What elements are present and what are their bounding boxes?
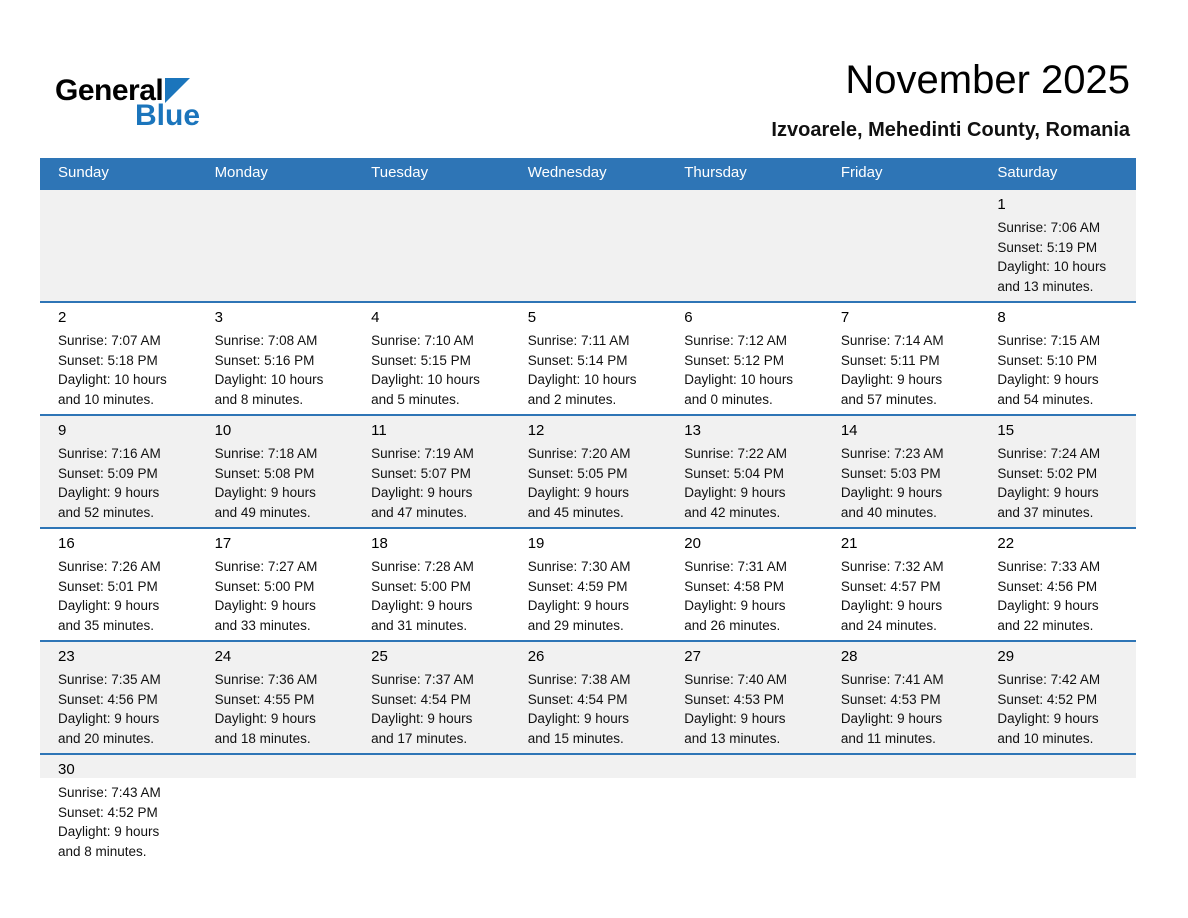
sunset-text: Sunset: 4:53 PM	[684, 691, 785, 707]
daylight-hours-text: Daylight: 9 hours	[214, 711, 316, 726]
daylight-minutes-text: and 18 minutes.	[214, 730, 311, 746]
day-cell	[353, 415, 510, 528]
daylight-hours-text: Daylight: 9 hours	[58, 824, 160, 839]
daylight-hours-text: Daylight: 9 hours	[58, 711, 160, 726]
logo-word-general: General	[55, 74, 164, 107]
day-number: 30	[58, 761, 75, 778]
sunrise-text: Sunrise: 7:28 AM	[371, 559, 474, 574]
sunset-text: Sunset: 5:19 PM	[997, 239, 1098, 255]
weekday-header-wednesday: Wednesday	[510, 158, 667, 189]
daylight-hours-text: Daylight: 9 hours	[997, 372, 1099, 387]
sunset-text: Sunset: 5:10 PM	[997, 352, 1098, 368]
day-cell	[666, 415, 823, 528]
day-cell	[197, 415, 354, 528]
day-number: 20	[684, 535, 701, 552]
daylight-minutes-text: and 57 minutes.	[840, 391, 937, 407]
empty-day-cell	[40, 189, 197, 302]
daylight-hours-text: Daylight: 10 hours	[214, 372, 324, 387]
sunset-text: Sunset: 4:54 PM	[527, 691, 628, 707]
daylight-minutes-text: and 10 minutes.	[58, 391, 155, 407]
sunrise-text: Sunrise: 7:18 AM	[214, 446, 318, 461]
week-row	[40, 189, 1136, 302]
weekday-header-thursday: Thursday	[666, 158, 823, 189]
sunset-text: Sunset: 5:00 PM	[214, 578, 315, 594]
sunrise-text: Sunrise: 7:11 AM	[527, 333, 630, 348]
sunrise-text: Sunrise: 7:10 AM	[371, 333, 474, 348]
daylight-minutes-text: and 47 minutes.	[371, 504, 468, 520]
daylight-minutes-text: and 35 minutes.	[58, 617, 155, 633]
daylight-hours-text: Daylight: 9 hours	[684, 598, 786, 613]
empty-day-cell	[823, 754, 980, 866]
weekday-header-friday: Friday	[823, 158, 980, 189]
daylight-minutes-text: and 0 minutes.	[684, 391, 773, 407]
sunrise-text: Sunrise: 7:40 AM	[684, 672, 788, 687]
daylight-hours-text: Daylight: 10 hours	[997, 259, 1107, 274]
daylight-hours-text: Daylight: 9 hours	[527, 598, 629, 613]
day-cell	[510, 415, 667, 528]
daylight-hours-text: Daylight: 9 hours	[840, 711, 943, 726]
sunset-text: Sunset: 5:09 PM	[58, 465, 158, 481]
day-cell	[823, 302, 980, 415]
sunset-text: Sunset: 5:12 PM	[684, 352, 785, 368]
daylight-minutes-text: and 42 minutes.	[684, 504, 781, 520]
day-cell	[979, 641, 1136, 754]
day-cell	[979, 302, 1136, 415]
day-number: 27	[684, 648, 701, 665]
empty-day-cell	[666, 189, 823, 302]
day-number: 15	[997, 422, 1015, 439]
sunrise-text: Sunrise: 7:36 AM	[214, 672, 318, 687]
day-number: 1	[997, 196, 1006, 213]
sunset-text: Sunset: 4:52 PM	[58, 804, 158, 820]
general-blue-logo	[55, 76, 200, 131]
sunset-text: Sunset: 4:58 PM	[684, 578, 785, 594]
sunset-text: Sunset: 4:55 PM	[214, 691, 315, 707]
day-number: 16	[58, 535, 75, 552]
weekday-header-tuesday: Tuesday	[353, 158, 510, 189]
daylight-hours-text: Daylight: 9 hours	[997, 485, 1099, 500]
daylight-hours-text: Daylight: 10 hours	[371, 372, 480, 387]
day-cell	[510, 528, 667, 641]
day-number: 14	[840, 422, 858, 439]
daylight-hours-text: Daylight: 9 hours	[214, 598, 316, 613]
week-row	[40, 528, 1136, 641]
sunrise-text: Sunrise: 7:37 AM	[371, 672, 474, 687]
daylight-minutes-text: and 8 minutes.	[58, 843, 147, 859]
empty-day-cell	[666, 754, 823, 866]
sunset-text: Sunset: 5:18 PM	[58, 352, 158, 368]
daylight-hours-text: Daylight: 9 hours	[371, 598, 473, 613]
sunrise-text: Sunrise: 7:19 AM	[371, 446, 474, 461]
day-number: 12	[527, 422, 545, 439]
sunrise-text: Sunrise: 7:35 AM	[58, 672, 161, 687]
day-cell	[40, 302, 197, 415]
day-cell	[40, 415, 197, 528]
daylight-hours-text: Daylight: 9 hours	[527, 485, 629, 500]
logo-word-blue: Blue	[135, 99, 201, 132]
daylight-hours-text: Daylight: 9 hours	[58, 598, 160, 613]
daylight-hours-text: Daylight: 9 hours	[840, 485, 943, 500]
sunset-text: Sunset: 5:05 PM	[527, 465, 628, 481]
daylight-minutes-text: and 13 minutes.	[684, 730, 781, 746]
day-number: 9	[58, 422, 67, 439]
empty-day-cell	[823, 189, 980, 302]
daylight-hours-text: Daylight: 9 hours	[214, 485, 316, 500]
sunset-text: Sunset: 5:03 PM	[840, 465, 941, 481]
daylight-minutes-text: and 54 minutes.	[997, 391, 1094, 407]
day-cell	[197, 641, 354, 754]
sunrise-text: Sunrise: 7:24 AM	[997, 446, 1101, 461]
day-cell	[510, 302, 667, 415]
week-row	[40, 754, 1136, 866]
daylight-minutes-text: and 13 minutes.	[997, 278, 1094, 294]
sunset-text: Sunset: 4:54 PM	[371, 691, 471, 707]
daylight-minutes-text: and 10 minutes.	[997, 730, 1094, 746]
day-number: 28	[840, 648, 858, 665]
day-number: 26	[527, 648, 545, 665]
sunrise-text: Sunrise: 7:15 AM	[997, 333, 1101, 348]
sunset-text: Sunset: 4:53 PM	[840, 691, 941, 707]
sunset-text: Sunset: 5:08 PM	[214, 465, 315, 481]
week-row	[40, 415, 1136, 528]
day-cell	[353, 528, 510, 641]
day-number: 6	[684, 309, 693, 326]
daylight-minutes-text: and 11 minutes.	[840, 730, 936, 746]
daylight-hours-text: Daylight: 9 hours	[997, 711, 1099, 726]
daylight-minutes-text: and 33 minutes.	[214, 617, 311, 633]
weekday-header-saturday: Saturday	[979, 158, 1136, 189]
daylight-hours-text: Daylight: 10 hours	[58, 372, 167, 387]
day-number: 18	[371, 535, 388, 552]
sunset-text: Sunset: 5:01 PM	[58, 578, 158, 594]
daylight-minutes-text: and 29 minutes.	[527, 617, 624, 633]
sunset-text: Sunset: 5:15 PM	[371, 352, 471, 368]
sunset-text: Sunset: 4:52 PM	[997, 691, 1098, 707]
day-cell	[823, 415, 980, 528]
day-number: 24	[214, 648, 232, 665]
calendar-table	[40, 158, 1136, 866]
sunset-text: Sunset: 4:56 PM	[997, 578, 1098, 594]
weekday-header-sunday: Sunday	[40, 158, 197, 189]
sunset-text: Sunset: 5:11 PM	[840, 352, 940, 368]
empty-day-cell	[510, 189, 667, 302]
sunrise-text: Sunrise: 7:38 AM	[527, 672, 631, 687]
daylight-minutes-text: and 24 minutes.	[840, 617, 937, 633]
sunrise-text: Sunrise: 7:23 AM	[840, 446, 944, 461]
day-number: 21	[840, 535, 858, 552]
empty-day-cell	[353, 189, 510, 302]
sunrise-text: Sunrise: 7:27 AM	[214, 559, 318, 574]
day-cell	[353, 641, 510, 754]
daylight-hours-text: Daylight: 9 hours	[840, 598, 943, 613]
empty-day-cell	[353, 754, 510, 866]
empty-day-cell	[197, 754, 354, 866]
week-row	[40, 641, 1136, 754]
daylight-minutes-text: and 5 minutes.	[371, 391, 460, 407]
daylight-minutes-text: and 26 minutes.	[684, 617, 781, 633]
sunset-text: Sunset: 5:04 PM	[684, 465, 785, 481]
sunrise-text: Sunrise: 7:22 AM	[684, 446, 788, 461]
day-number: 19	[527, 535, 545, 552]
sunset-text: Sunset: 5:02 PM	[997, 465, 1098, 481]
daylight-hours-text: Daylight: 9 hours	[371, 711, 473, 726]
sunset-text: Sunset: 5:00 PM	[371, 578, 471, 594]
daylight-hours-text: Daylight: 9 hours	[840, 372, 943, 387]
day-number: 5	[527, 309, 537, 326]
sunset-text: Sunset: 5:16 PM	[214, 352, 315, 368]
day-number: 29	[997, 648, 1015, 665]
sunrise-text: Sunrise: 7:31 AM	[684, 559, 788, 574]
day-cell	[197, 528, 354, 641]
weekday-header-row	[40, 158, 1136, 189]
day-cell	[823, 528, 980, 641]
empty-day-cell	[510, 754, 667, 866]
sunrise-text: Sunrise: 7:32 AM	[840, 559, 944, 574]
day-cell	[666, 528, 823, 641]
weekday-header-monday: Monday	[197, 158, 354, 189]
daylight-hours-text: Daylight: 9 hours	[527, 711, 629, 726]
sunset-text: Sunset: 4:56 PM	[58, 691, 158, 707]
daylight-hours-text: Daylight: 9 hours	[371, 485, 473, 500]
daylight-hours-text: Daylight: 10 hours	[527, 372, 637, 387]
day-cell	[666, 641, 823, 754]
sunrise-text: Sunrise: 7:41 AM	[840, 672, 944, 687]
daylight-minutes-text: and 20 minutes.	[58, 730, 155, 746]
daylight-hours-text: Daylight: 10 hours	[684, 372, 794, 387]
sunset-text: Sunset: 5:14 PM	[527, 352, 628, 368]
day-cell	[40, 754, 197, 866]
daylight-minutes-text: and 8 minutes.	[214, 391, 304, 407]
day-cell	[40, 641, 197, 754]
sunset-text: Sunset: 4:59 PM	[527, 578, 628, 594]
day-number: 2	[58, 309, 67, 326]
sunrise-text: Sunrise: 7:06 AM	[997, 220, 1101, 235]
sunrise-text: Sunrise: 7:07 AM	[58, 333, 161, 348]
day-cell	[353, 302, 510, 415]
sunrise-text: Sunrise: 7:42 AM	[997, 672, 1101, 687]
daylight-minutes-text: and 17 minutes.	[371, 730, 468, 746]
day-number: 11	[371, 422, 387, 439]
daylight-hours-text: Daylight: 9 hours	[684, 485, 786, 500]
sunrise-text: Sunrise: 7:43 AM	[58, 785, 161, 800]
day-number: 10	[214, 422, 232, 439]
day-number: 4	[371, 309, 380, 326]
calendar-body	[40, 189, 1136, 866]
daylight-minutes-text: and 40 minutes.	[840, 504, 937, 520]
sunrise-text: Sunrise: 7:26 AM	[58, 559, 161, 574]
sunrise-text: Sunrise: 7:14 AM	[840, 333, 944, 348]
daylight-minutes-text: and 45 minutes.	[527, 504, 624, 520]
day-cell	[510, 641, 667, 754]
day-number: 17	[214, 535, 232, 552]
day-cell	[979, 415, 1136, 528]
daylight-minutes-text: and 31 minutes.	[371, 617, 468, 633]
location-subtitle: Izvoarele, Mehedinti County, Romania	[771, 119, 1130, 141]
daylight-minutes-text: and 2 minutes.	[527, 391, 617, 407]
day-cell	[823, 641, 980, 754]
sunrise-text: Sunrise: 7:30 AM	[527, 559, 631, 574]
daylight-minutes-text: and 52 minutes.	[58, 504, 155, 520]
day-number: 23	[58, 648, 75, 665]
daylight-hours-text: Daylight: 9 hours	[58, 485, 160, 500]
daylight-hours-text: Daylight: 9 hours	[684, 711, 786, 726]
day-number: 13	[684, 422, 701, 439]
sunrise-text: Sunrise: 7:33 AM	[997, 559, 1101, 574]
sunrise-text: Sunrise: 7:08 AM	[214, 333, 318, 348]
day-cell	[40, 528, 197, 641]
daylight-minutes-text: and 49 minutes.	[214, 504, 311, 520]
day-number: 7	[840, 309, 850, 326]
sunset-text: Sunset: 5:07 PM	[371, 465, 471, 481]
day-cell	[979, 189, 1136, 302]
daylight-hours-text: Daylight: 9 hours	[997, 598, 1099, 613]
day-number: 8	[997, 309, 1006, 326]
sunrise-text: Sunrise: 7:16 AM	[58, 446, 161, 461]
day-number: 22	[997, 535, 1015, 552]
day-cell	[666, 302, 823, 415]
empty-day-cell	[979, 754, 1136, 866]
sunrise-text: Sunrise: 7:20 AM	[527, 446, 631, 461]
daylight-minutes-text: and 37 minutes.	[997, 504, 1094, 520]
empty-day-cell	[197, 189, 354, 302]
week-row	[40, 302, 1136, 415]
month-title: November 2025	[845, 58, 1130, 102]
day-cell	[197, 302, 354, 415]
day-cell	[979, 528, 1136, 641]
day-number: 25	[371, 648, 388, 665]
daylight-minutes-text: and 15 minutes.	[527, 730, 624, 746]
day-number: 3	[214, 309, 223, 326]
sunset-text: Sunset: 4:57 PM	[840, 578, 941, 594]
daylight-minutes-text: and 22 minutes.	[997, 617, 1094, 633]
sunrise-text: Sunrise: 7:12 AM	[684, 333, 788, 348]
